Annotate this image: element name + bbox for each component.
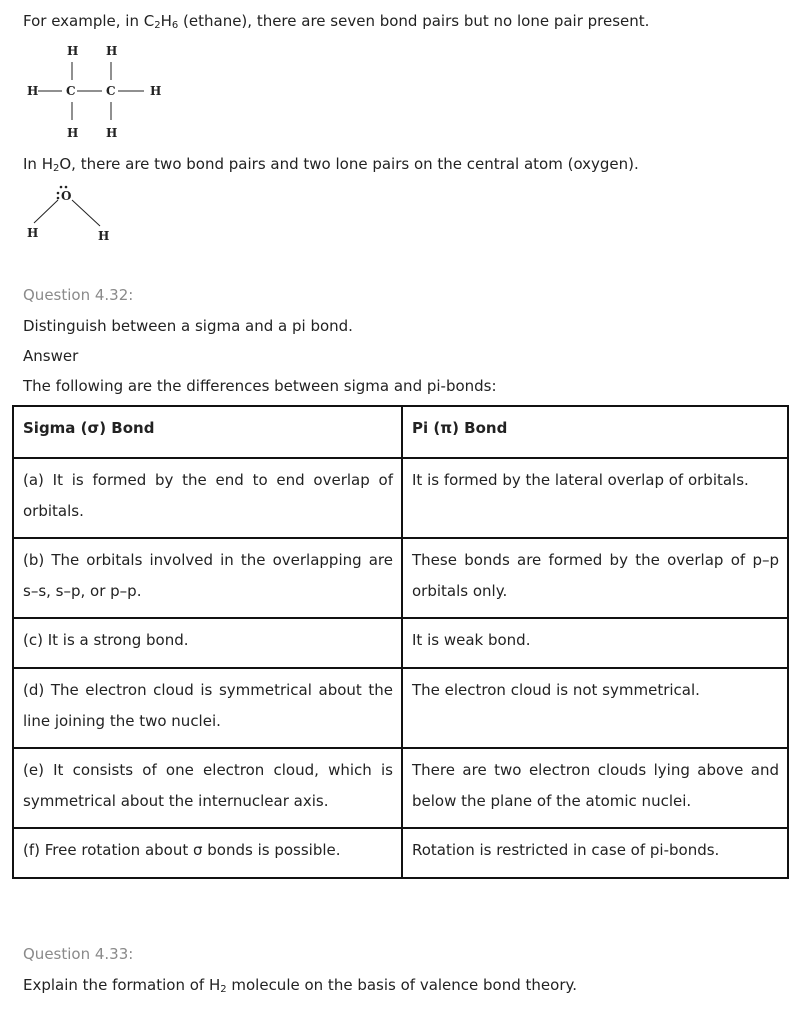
- ethane-sentence: For example, in $C_2H_6$ (ethane), there are seven bond pairs but no lone pair present.: [23, 12, 650, 31]
- table-row: [13, 748, 788, 828]
- table-header-row: [13, 406, 788, 458]
- pi-cell: The electron cloud is not symmetrical.: [402, 668, 788, 748]
- pi-cell: There are two electron clouds lying above and below the plane of the atomic nuclei.: [402, 748, 788, 828]
- header-sigma-bond: Sigma (σ) Bond: [13, 406, 402, 458]
- sigma-cell: (b) The orbitals involved in the overlapping are s–s, s–p, or p–p.: [13, 538, 402, 618]
- pi-cell: Rotation is restricted in case of pi-bonds.: [402, 828, 788, 878]
- ethane-h-bottom-right: H: [106, 126, 118, 140]
- sigma-cell: (d) The electron cloud is symmetrical about the line joining the two nuclei.: [13, 668, 402, 748]
- water-h-left: H: [27, 226, 39, 240]
- water-oxygen: O: [61, 189, 72, 203]
- table-row: [13, 668, 788, 748]
- pi-cell: It is formed by the lateral overlap of orbitals.: [402, 458, 788, 538]
- ethane-h-top-right: H: [106, 44, 118, 58]
- sigma-cell: (a) It is formed by the end to end overlap of orbitals.: [13, 458, 402, 538]
- table-row: [13, 828, 788, 878]
- water-sentence: In $H_2O$, there are two bond pairs and two lone pairs on the central atom (oxygen).: [23, 155, 639, 174]
- sigma-cell: (c) It is a strong bond.: [13, 618, 402, 668]
- ethane-c-right: C: [106, 84, 116, 98]
- question-4-33-text: Explain the formation of $H_2$ molecule on the basis of valence bond theory.: [23, 976, 577, 995]
- ethane-c-left: C: [66, 84, 76, 98]
- ethane-structure-diagram: [22, 40, 172, 144]
- header-pi-bond: Pi (π) Bond: [402, 406, 788, 458]
- ethane-h-left: H: [27, 84, 39, 98]
- pi-cell: These bonds are formed by the overlap of p–p orbitals only.: [402, 538, 788, 618]
- sigma-cell: (f) Free rotation about σ bonds is possible.: [13, 828, 402, 878]
- table-row: [13, 618, 788, 668]
- ethane-h-top-left: H: [67, 44, 79, 58]
- answer-label: Answer: [23, 347, 79, 365]
- table-row: [13, 458, 788, 538]
- sigma-pi-comparison-table: [12, 405, 789, 879]
- ethane-h-bottom-left: H: [67, 126, 79, 140]
- table-row: [13, 538, 788, 618]
- ethane-h-right: H: [150, 84, 162, 98]
- question-4-32-text: Distinguish between a sigma and a pi bond.: [23, 317, 353, 335]
- question-4-33-heading: Question 4.33:: [23, 945, 134, 963]
- water-structure-diagram: [22, 180, 122, 244]
- question-4-32-heading: Question 4.32:: [23, 286, 134, 304]
- water-h-right: H: [98, 229, 110, 243]
- answer-lead: The following are the differences between sigma and pi-bonds:: [23, 377, 497, 395]
- pi-cell: It is weak bond.: [402, 618, 788, 668]
- sigma-cell: (e) It consists of one electron cloud, which is symmetrical about the internuclear axis.: [13, 748, 402, 828]
